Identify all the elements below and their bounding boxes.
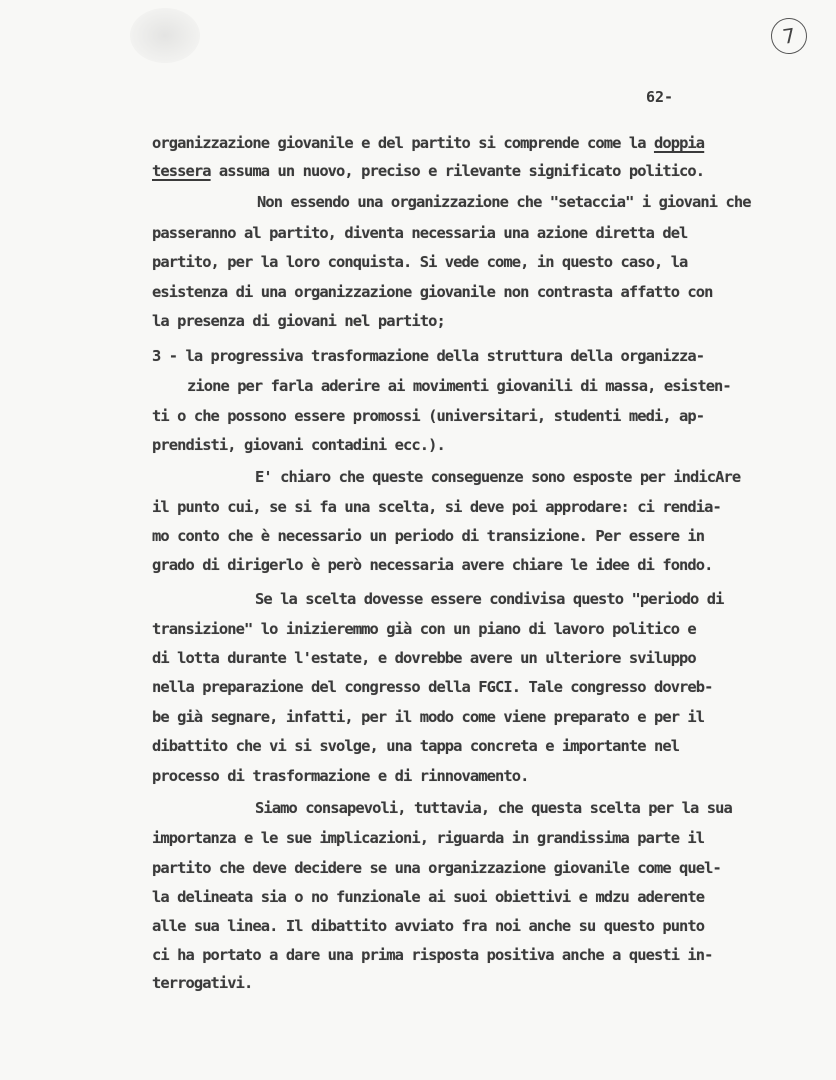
text-line: grado di dirigerlo è però necessaria avere chiare le idee di fondo.	[152, 556, 713, 574]
text-line: ti o che possono essere promossi (universitari, studenti medi, ap-	[152, 407, 705, 425]
text-line: processo di trasformazione e di rinnovamento.	[152, 767, 529, 785]
text-line: 3 - la progressiva trasformazione della struttura della organizza-	[152, 347, 705, 365]
text-line: nella preparazione del congresso della FGCI. Tale congresso dovreb-	[152, 678, 713, 696]
text-line: E' chiaro che queste conseguenze sono esposte per indicAre	[255, 468, 741, 486]
text-line: Se la scelta dovesse essere condivisa questo "periodo di	[255, 590, 724, 608]
text-line: Siamo consapevoli, tuttavia, che questa scelta per la sua	[255, 799, 732, 817]
text-line: importanza e le sue implicazioni, riguarda in grandissima parte il	[152, 829, 705, 847]
text-line: il punto cui, se si fa una scelta, si deve poi approdare: ci rendia-	[152, 498, 721, 516]
text-line: la presenza di giovani nel partito;	[152, 312, 445, 330]
page-number: 62-	[646, 88, 674, 106]
text-line: prendisti, giovani contadini ecc.).	[152, 436, 445, 454]
text-line: ci ha portato a dare una prima risposta positiva anche a questi in-	[152, 946, 713, 964]
underlined-word: doppia	[653, 134, 705, 152]
paper-smudge	[130, 8, 200, 63]
text-line: alle sua linea. Il dibattito avviato fra noi anche su questo punto	[152, 917, 705, 935]
underlined-word: tessera	[152, 162, 211, 180]
text-line: mo conto che è necessario un periodo di transizione. Per essere in	[152, 527, 705, 545]
text-line: be già segnare, infatti, per il modo come viene preparato e per il	[152, 708, 705, 726]
text-line: esistenza di una organizzazione giovanile non contrasta affatto con	[152, 283, 713, 301]
text-line: tessera assuma un nuovo, preciso e rilevante significato politico.	[152, 162, 705, 180]
text-line: transizione" lo inizieremmo già con un piano di lavoro politico e	[152, 620, 696, 638]
text-line: terrogativi.	[152, 974, 253, 992]
archive-stamp-number: 7	[769, 16, 810, 57]
text-line: di lotta durante l'estate, e dovrebbe avere un ulteriore sviluppo	[152, 649, 696, 667]
text-line: dibattito che vi si svolge, una tappa concreta e importante nel	[152, 737, 680, 755]
text-line: la delineata sia o no funzionale ai suoi obiettivi e mdzu aderente	[152, 888, 705, 906]
text-line: partito, per la loro conquista. Si vede come, in questo caso, la	[152, 253, 688, 271]
text-line: passeranno al partito, diventa necessaria una azione diretta del	[152, 224, 688, 242]
text-line: Non essendo una organizzazione che "setaccia" i giovani che	[257, 193, 751, 211]
text-line: zione per farla aderire ai movimenti giovanili di massa, esisten-	[187, 377, 731, 395]
text-line: partito che deve decidere se una organizzazione giovanile come quel-	[152, 859, 721, 877]
text-line: organizzazione giovanile e del partito si comprende come la doppia	[152, 134, 705, 152]
